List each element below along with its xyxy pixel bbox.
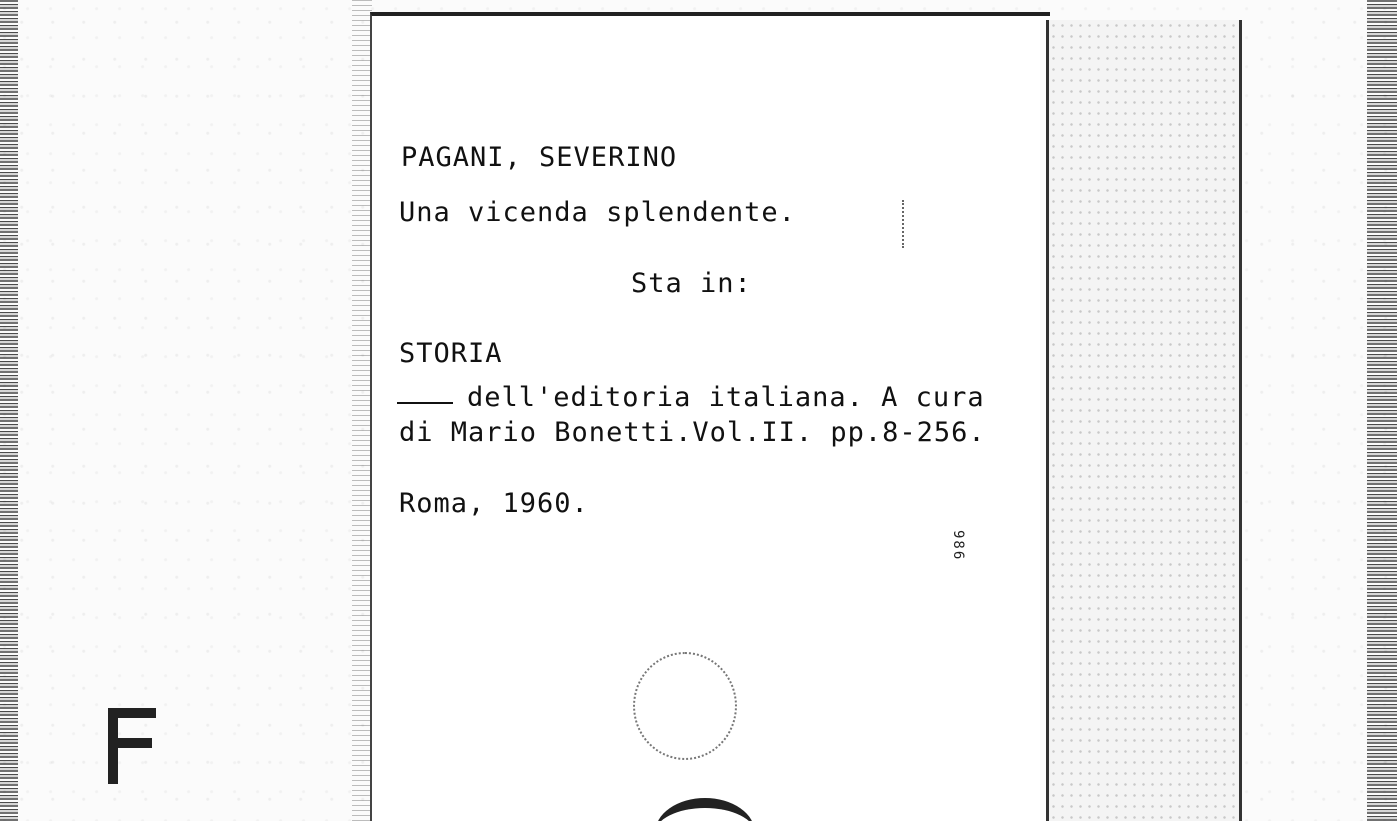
card-in-label: Sta in: [631,268,752,299]
card-series-heading: STORIA [399,338,503,369]
adjacent-card-strip [1046,20,1242,821]
card-shadow [352,0,372,821]
left-border-strip [0,0,18,821]
call-number: 986 [950,530,966,562]
card-imprint: Roma, 1960. [399,488,589,519]
pencil-mark [902,200,906,248]
right-border-strip [1367,0,1397,821]
card-title: Una vicenda splendente. [399,197,796,228]
punch-hole-outline [633,652,737,760]
card-author: PAGANI, SEVERINO [401,142,678,173]
bracket-f-icon [108,708,156,784]
card-series-line2: di Mario Bonetti.Vol.II. pp.8-256. [399,417,986,448]
series-dash-line [397,402,453,404]
card-series-line1: dell'editoria italiana. A cura [467,382,985,413]
